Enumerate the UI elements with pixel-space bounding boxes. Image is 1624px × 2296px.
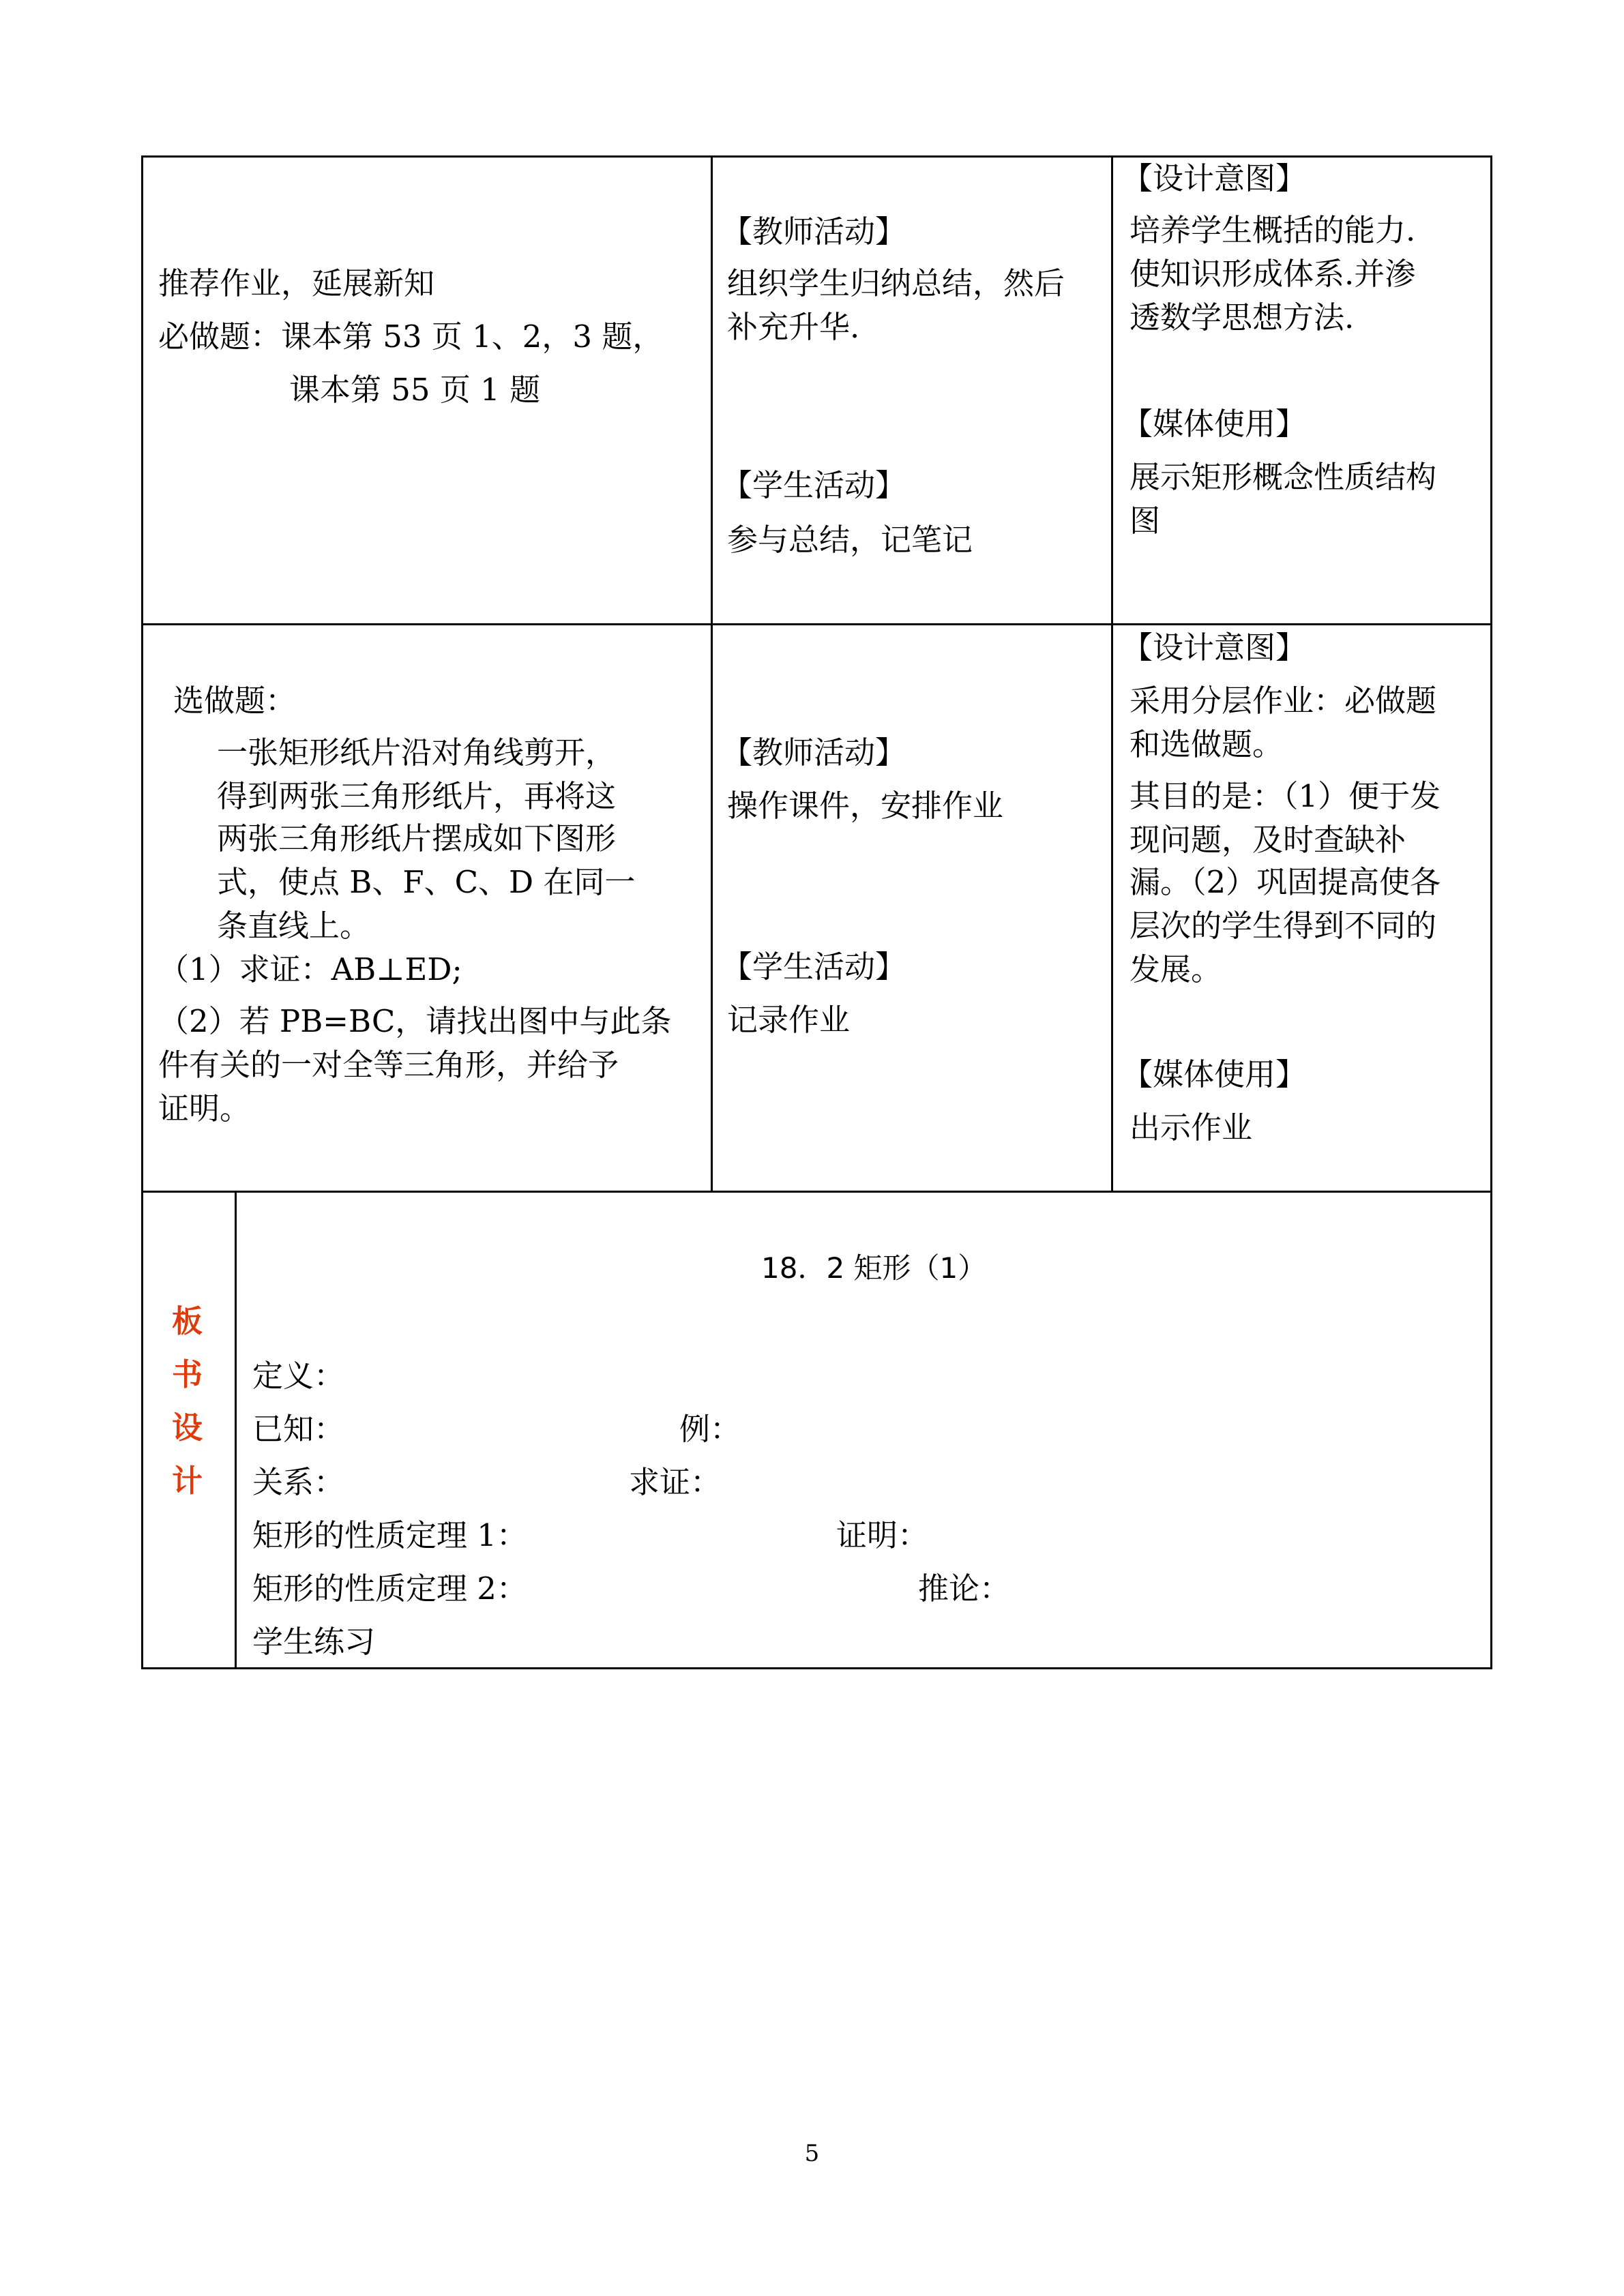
design-intent-heading: 【设计意图】 — [1122, 160, 1307, 196]
student-activity-text-row2: 记录作业 — [727, 1002, 851, 1038]
table-border-bottom — [141, 1667, 1492, 1669]
board-example: 例： — [679, 1411, 741, 1447]
teacher-activity-text-2: 补充升华. — [727, 309, 860, 345]
optional-text-3: 两张三角形纸片摆成如下图形 — [217, 820, 617, 856]
design-intent-row2-1: 采用分层作业：必做题 — [1130, 683, 1437, 719]
design-intent-row2-3: 其目的是：（1）便于发 — [1130, 778, 1441, 814]
board-theorem-2: 矩形的性质定理 2： — [252, 1570, 527, 1607]
media-use-heading-2: 【媒体使用】 — [1122, 1056, 1307, 1092]
student-activity-text: 参与总结，记笔记 — [727, 522, 973, 558]
board-corollary: 推论： — [918, 1570, 1011, 1607]
homework-required-2: 课本第 55 页 1 题 — [289, 372, 541, 408]
teacher-activity-heading-2: 【教师活动】 — [722, 734, 906, 771]
media-use-text-1: 展示矩形概念性质结构 — [1130, 459, 1437, 495]
design-intent-row2-7: 发展。 — [1130, 951, 1222, 987]
board-prove: 求证： — [629, 1464, 722, 1500]
board-theorem-1: 矩形的性质定理 1： — [252, 1517, 527, 1553]
board-relation: 关系： — [252, 1464, 345, 1500]
optional-text-1: 一张矩形纸片沿对角线剪开， — [217, 734, 617, 771]
question-2-line-1: （2）若 PB=BC，请找出图中与此条 — [158, 1003, 672, 1039]
teacher-activity-text: 组织学生归纳总结，然后 — [727, 265, 1065, 301]
student-activity-heading-2: 【学生活动】 — [722, 949, 906, 985]
board-label-char-1: 板 — [172, 1303, 203, 1339]
board-label-char-4: 计 — [172, 1463, 203, 1499]
design-intent-heading-2: 【设计意图】 — [1122, 629, 1307, 666]
design-intent-row2-6: 层次的学生得到不同的 — [1130, 908, 1437, 944]
teacher-activity-text-row2: 操作课件，安排作业 — [727, 788, 1004, 824]
teacher-activity-heading: 【教师活动】 — [722, 213, 906, 250]
design-intent-row2-5: 漏。（2）巩固提高使各 — [1130, 864, 1441, 900]
optional-text-5: 条直线上。 — [217, 908, 371, 944]
page-number: 5 — [804, 2140, 820, 2167]
board-practice: 学生练习 — [252, 1624, 376, 1660]
question-2-line-3: 证明。 — [158, 1090, 251, 1127]
design-intent-row2-2: 和选做题。 — [1130, 726, 1284, 762]
row-divider-1 — [141, 623, 1492, 625]
table-border-right — [1490, 155, 1492, 1669]
question-1: （1）求证：AB⊥ED; — [158, 951, 462, 987]
board-definition: 定义： — [252, 1358, 345, 1394]
homework-title: 推荐作业，延展新知 — [158, 265, 435, 301]
media-use-text-2: 图 — [1130, 503, 1161, 539]
design-intent-row2-4: 现问题，及时查缺补 — [1130, 822, 1406, 858]
column-divider-1 — [711, 155, 713, 1192]
optional-text-4: 式，使点 B、F、C、D 在同一 — [217, 864, 636, 900]
question-2-line-2: 件有关的一对全等三角形，并给予 — [158, 1047, 619, 1083]
media-use-heading: 【媒体使用】 — [1122, 406, 1307, 442]
board-title: 18．2 矩形（1） — [761, 1251, 987, 1285]
board-known: 已知： — [252, 1411, 345, 1447]
homework-required: 必做题：课本第 53 页 1、2，3 题， — [158, 318, 664, 355]
row-divider-2 — [141, 1191, 1492, 1193]
board-label-char-2: 书 — [172, 1356, 203, 1392]
design-intent-text-3: 透数学思想方法. — [1130, 299, 1355, 336]
board-label-char-3: 设 — [172, 1410, 203, 1446]
design-intent-text-2: 使知识形成体系.并渗 — [1130, 256, 1416, 292]
table-border-left — [141, 155, 143, 1669]
design-intent-text-1: 培养学生概括的能力. — [1130, 212, 1416, 248]
board-label-divider — [235, 1191, 237, 1668]
media-use-text-row2: 出示作业 — [1130, 1109, 1253, 1146]
optional-title: 选做题： — [173, 683, 297, 719]
student-activity-heading: 【学生活动】 — [722, 467, 906, 503]
board-proof: 证明： — [836, 1517, 929, 1553]
optional-text-2: 得到两张三角形纸片，再将这 — [217, 778, 617, 814]
column-divider-2 — [1111, 155, 1113, 1192]
